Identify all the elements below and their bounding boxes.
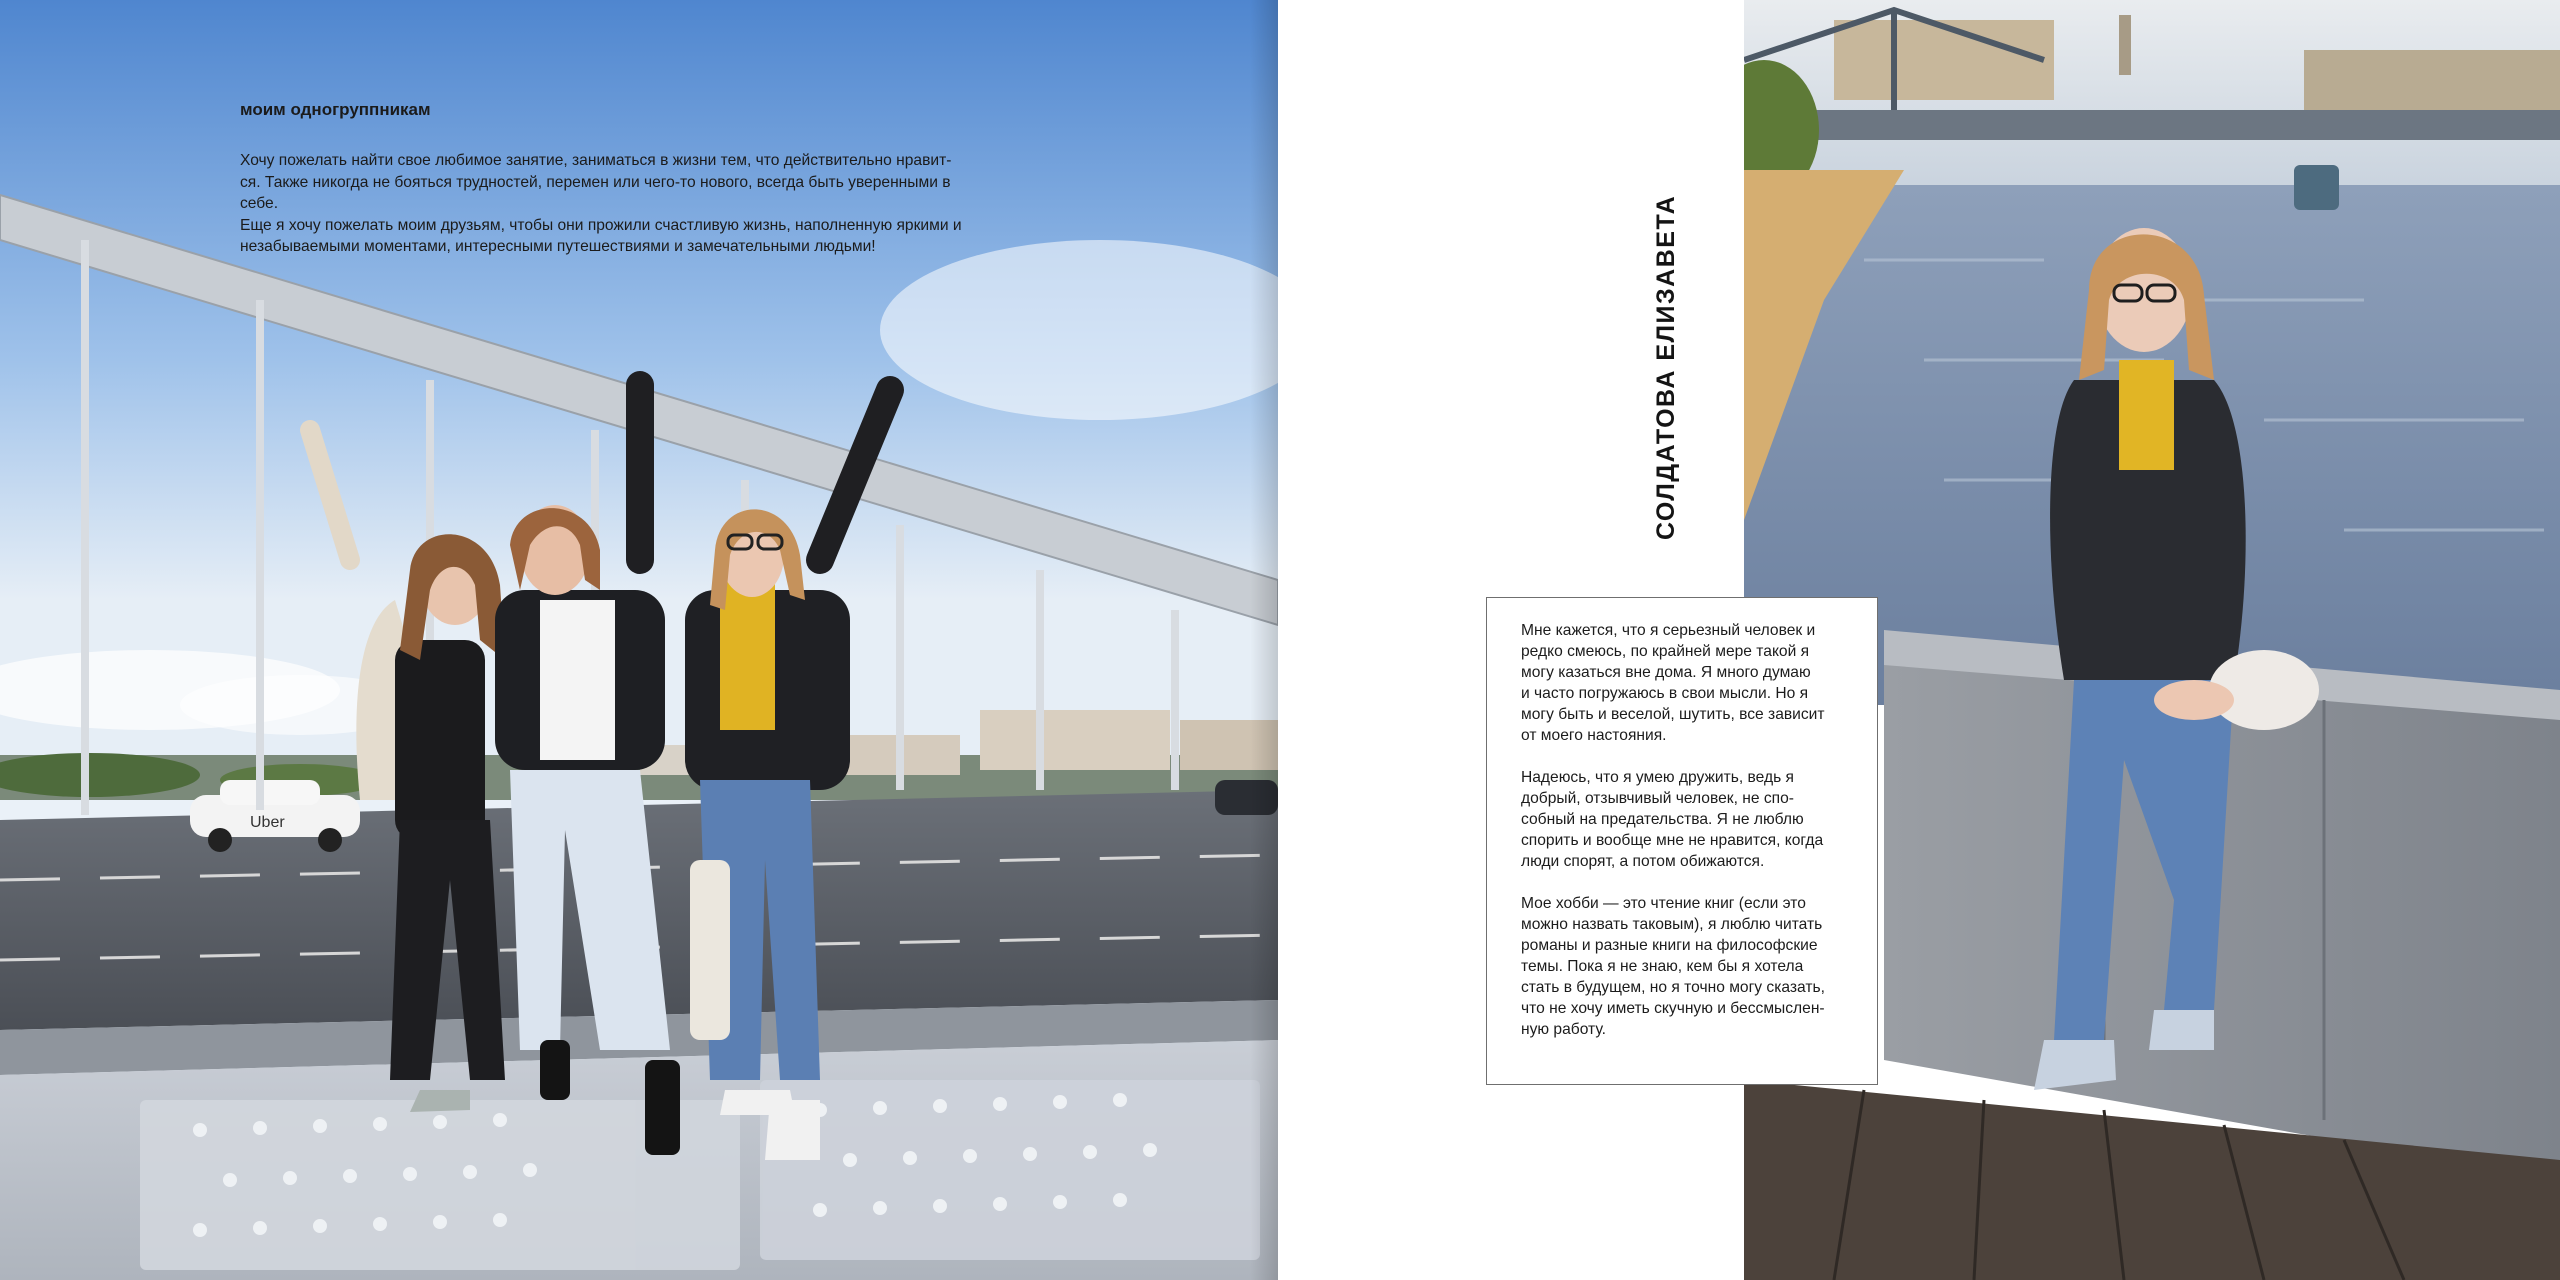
wishes-paragraph: Хочу пожелать найти свое любимое занятие, заниматься в жизни тем, что действительно нравит- ся. Также никогда не бояться трудностей, перемен или чего-то нового, всегда быть уверенными в себе. Еще я хочу пожелать моим друзьям, чтобы они прожили счастливую жизнь, наполненную яркими и незабываемыми моментами, интересными путешествиями и замечательными людьми! bbox=[240, 152, 962, 255]
left-page bbox=[0, 0, 1278, 1280]
car-label: Uber bbox=[250, 814, 285, 831]
right-page bbox=[1282, 0, 2560, 1280]
left-text-block bbox=[240, 100, 1020, 258]
gutter-shadow bbox=[1250, 0, 1278, 1280]
bio-paragraph-1: Мне кажется, что я серьезный человек и редко смеюсь, по крайней мере такой я могу казаться вне дома. Я много думаю и часто погружаюсь в свои мысли. Но я могу быть и веселой, шутить, все зависит от моего настояния. bbox=[1521, 622, 1825, 744]
bio-paragraph-3: Мое хобби — это чтение книг (если это можно назвать таковым), я люблю читать романы и разные книги на философские темы. Пока я не знаю, кем бы я хотела стать в будущем, но я точно могу сказать, что не хочу иметь скучную и бессмыслен- ную работу. bbox=[1521, 895, 1825, 1038]
student-name: СОЛДАТОВА ЕЛИЗАВЕТА bbox=[1652, 194, 1680, 540]
bio-paragraph-2: Надеюсь, что я умею дружить, ведь я добрый, отзывчивый человек, не спо- собный на предательства. Я не люблю спорить и вообще мне не нравится, когда люди спорят, а потом обижаются. bbox=[1521, 769, 1824, 870]
bio-text-box bbox=[1486, 597, 1878, 1085]
dedication-heading: моим одногруппникам bbox=[240, 100, 431, 119]
